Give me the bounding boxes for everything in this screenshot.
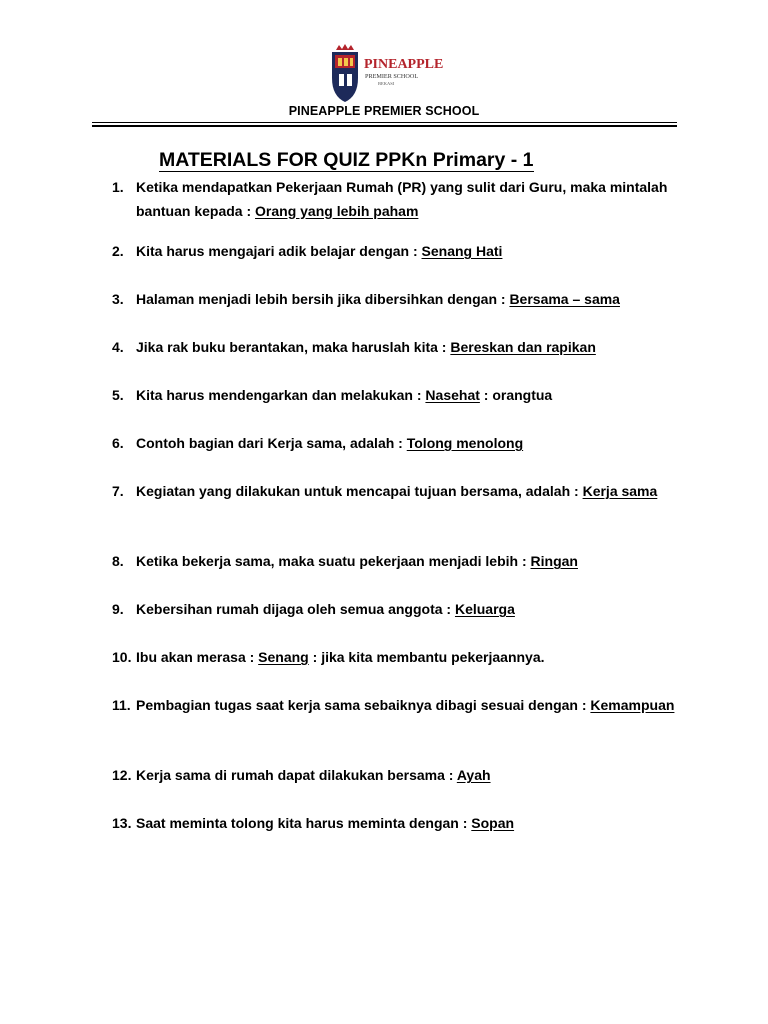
question-prompt: Jika rak buku berantakan, maka haruslah kita : (136, 339, 451, 355)
question-number: 13. (112, 815, 132, 831)
question-prompt: Ketika bekerja sama, maka suatu pekerjaan menjadi lebih : (136, 553, 531, 569)
question-answer: Kemampuan (590, 697, 675, 713)
question-item (112, 812, 682, 836)
question-item (112, 336, 682, 360)
question-prompt: Ketika mendapatkan Pekerjaan Rumah (PR) yang sulit dari Guru, maka mintalah bantuan kepada : (136, 179, 668, 219)
question-prompt: Contoh bagian dari Kerja sama, adalah : (136, 435, 407, 451)
question-text (136, 550, 682, 574)
header-divider (92, 122, 677, 123)
question-number: 4. (112, 339, 124, 355)
question-number: 1. (112, 179, 124, 195)
page-title: MATERIALS FOR QUIZ PPKn Primary - 1 (159, 149, 534, 171)
question-text (136, 384, 682, 408)
question-item (112, 598, 682, 622)
question-number: 7. (112, 483, 124, 499)
question-text (136, 764, 682, 788)
question-answer: Nasehat (425, 387, 480, 403)
question-text (136, 176, 682, 223)
question-answer: Kerja sama (582, 483, 658, 499)
question-text (136, 646, 682, 670)
question-answer: Bersama – sama (509, 291, 620, 307)
question-suffix: : jika kita membantu pekerjaannya. (308, 649, 545, 665)
question-answer: Senang Hati (421, 243, 503, 259)
question-number: 2. (112, 243, 124, 259)
question-number: 9. (112, 601, 124, 617)
question-answer: Ringan (530, 553, 578, 569)
question-item (112, 288, 682, 312)
question-text (136, 598, 682, 622)
question-prompt: Pembagian tugas saat kerja sama sebaiknya dibagi sesuai dengan : (136, 697, 591, 713)
svg-text:BEKASI: BEKASI (378, 81, 395, 86)
question-number: 11. (112, 697, 131, 713)
question-text (136, 694, 682, 718)
question-prompt: Halaman menjadi lebih bersih jika dibersihkan dengan : (136, 291, 510, 307)
question-suffix: : orangtua (479, 387, 553, 403)
question-text (136, 336, 682, 360)
question-item (112, 176, 682, 223)
question-text (136, 240, 682, 264)
svg-text:PINEAPPLE: PINEAPPLE (364, 57, 444, 72)
question-prompt: Kita harus mengajari adik belajar dengan : (136, 243, 422, 259)
svg-text:PREMIER SCHOOL: PREMIER SCHOOL (365, 73, 419, 80)
question-item (112, 240, 682, 264)
question-item (112, 694, 682, 718)
question-number: 8. (112, 553, 124, 569)
question-text (136, 288, 682, 312)
school-logo (328, 44, 444, 106)
question-number: 6. (112, 435, 124, 451)
question-prompt: Ibu akan merasa : (136, 649, 259, 665)
question-answer: Sopan (471, 815, 515, 831)
question-answer: Keluarga (454, 601, 515, 617)
question-prompt: Kebersihan rumah dijaga oleh semua anggota : (136, 601, 455, 617)
question-number: 10. (112, 649, 132, 665)
question-text (136, 432, 682, 456)
header-divider-thick (92, 125, 677, 127)
question-item (112, 432, 682, 456)
question-item (112, 480, 682, 504)
question-prompt: Kegiatan yang dilakukan untuk mencapai tujuan bersama, adalah : (136, 483, 583, 499)
question-answer: Bereskan dan rapikan (450, 339, 596, 355)
question-item (112, 384, 682, 408)
question-prompt: Kita harus mendengarkan dan melakukan : (136, 387, 426, 403)
question-prompt: Saat meminta tolong kita harus meminta dengan : (136, 815, 472, 831)
question-answer: Ayah (456, 767, 491, 783)
question-text (136, 812, 682, 836)
question-text (136, 480, 682, 504)
question-answer: Tolong menolong (406, 435, 524, 451)
school-name: PINEAPPLE PREMIER SCHOOL (288, 104, 480, 118)
question-answer: Senang (258, 649, 309, 665)
question-item (112, 646, 682, 670)
question-item (112, 764, 682, 788)
question-prompt: Kerja sama di rumah dapat dilakukan bersama : (136, 767, 457, 783)
question-number: 12. (112, 767, 132, 783)
question-answer: Orang yang lebih paham (255, 202, 419, 219)
question-number: 5. (112, 387, 124, 403)
question-number: 3. (112, 291, 124, 307)
question-item (112, 550, 682, 574)
